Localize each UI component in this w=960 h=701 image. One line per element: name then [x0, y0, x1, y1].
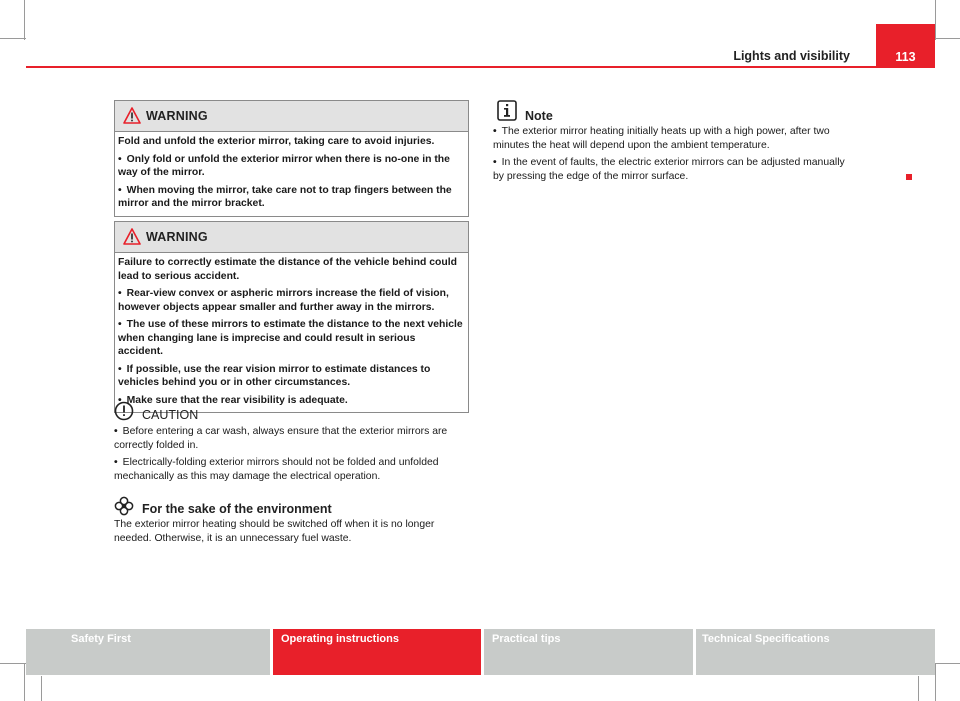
warning-bullet: • Only fold or unfold the exterior mirror when there is no-one in the way of the mirror. — [118, 153, 450, 178]
section-end-marker — [906, 174, 912, 180]
warning-bullet: • When moving the mirror, take care not to trap fingers between the mirror and the mirror bracket. — [118, 184, 452, 209]
footer-tab-safety[interactable] — [26, 629, 270, 675]
crop-mark — [935, 663, 936, 701]
footer-tab-label: Practical tips — [492, 633, 561, 645]
crop-mark — [0, 38, 26, 39]
crop-mark — [24, 0, 25, 40]
note-header — [493, 100, 853, 125]
crop-mark — [0, 663, 26, 664]
warning-intro: Fold and unfold the exterior mirror, taking care to avoid injuries. — [118, 136, 435, 147]
warning-label: WARNING — [146, 109, 208, 123]
caution-section — [114, 401, 467, 487]
caution-label: CAUTION — [142, 408, 199, 422]
warning-bullet: • If possible, use the rear vision mirror to estimate distances to vehicles behind you or in other circumstances. — [118, 363, 431, 388]
environment-flower-icon — [114, 496, 134, 521]
crop-mark — [918, 676, 919, 701]
header-rule — [26, 66, 935, 68]
warning-body — [115, 132, 468, 216]
page-number: 113 — [895, 50, 916, 64]
warning-triangle-icon — [123, 228, 141, 250]
warning-triangle-icon — [123, 107, 141, 129]
page-number-tab — [876, 24, 935, 68]
environment-section — [114, 496, 467, 549]
warning-header — [115, 101, 468, 132]
footer-tab-label: Safety First — [71, 633, 131, 645]
footer-tab-technical[interactable] — [696, 629, 935, 675]
environment-text: The exterior mirror heating should be switched off when it is no longer needed. Otherwise, it is an unnecessary fuel waste. — [114, 519, 435, 544]
warning-bullet: • The use of these mirrors to estimate the distance to the next vehicle when changing lane is imprecise and could result in serious accident. — [118, 319, 463, 357]
crop-mark — [935, 0, 936, 40]
warning-box-folding — [114, 100, 469, 217]
caution-bullet: • Electrically-folding exterior mirrors should not be folded and unfolded mechanically as this may damage the electrical operation. — [114, 457, 439, 482]
note-section — [493, 100, 853, 187]
crop-mark — [24, 663, 25, 701]
warning-box-distance — [114, 221, 469, 413]
warning-body — [115, 253, 468, 412]
caution-bullet: • Before entering a car wash, always ensure that the exterior mirrors are correctly folded in. — [114, 426, 448, 451]
warning-bullet: • Make sure that the rear visibility is adequate. — [118, 394, 348, 406]
footer-tab-operating[interactable] — [273, 629, 481, 675]
warning-header — [115, 222, 468, 253]
note-bullet: • The exterior mirror heating initially heats up with a high power, after two minutes the heat will depend upon the ambient temperature. — [493, 126, 830, 151]
environment-header — [114, 496, 467, 518]
crop-mark — [934, 38, 960, 39]
footer-tab-label: Operating instructions — [281, 633, 399, 645]
section-title: Lights and visibility — [733, 49, 850, 63]
crop-mark — [934, 663, 960, 664]
warning-label: WARNING — [146, 230, 208, 244]
note-bullet: • In the event of faults, the electric exterior mirrors can be adjusted manually by pressing the edge of the mirror surface. — [493, 157, 845, 182]
warning-bullet: • Rear-view convex or aspheric mirrors increase the field of vision, however objects appear smaller and further away in the mirrors. — [118, 288, 449, 313]
caution-header — [114, 401, 467, 425]
note-label: Note — [525, 109, 553, 123]
footer-tab-label: Technical Specifications — [702, 633, 830, 645]
crop-mark — [41, 676, 42, 701]
footer-tab-practical[interactable] — [484, 629, 693, 675]
info-note-icon — [497, 100, 517, 126]
environment-label: For the sake of the environment — [142, 502, 332, 516]
caution-exclamation-icon — [114, 401, 134, 426]
warning-intro: Failure to correctly estimate the distance of the vehicle behind could lead to serious accident. — [118, 257, 457, 282]
